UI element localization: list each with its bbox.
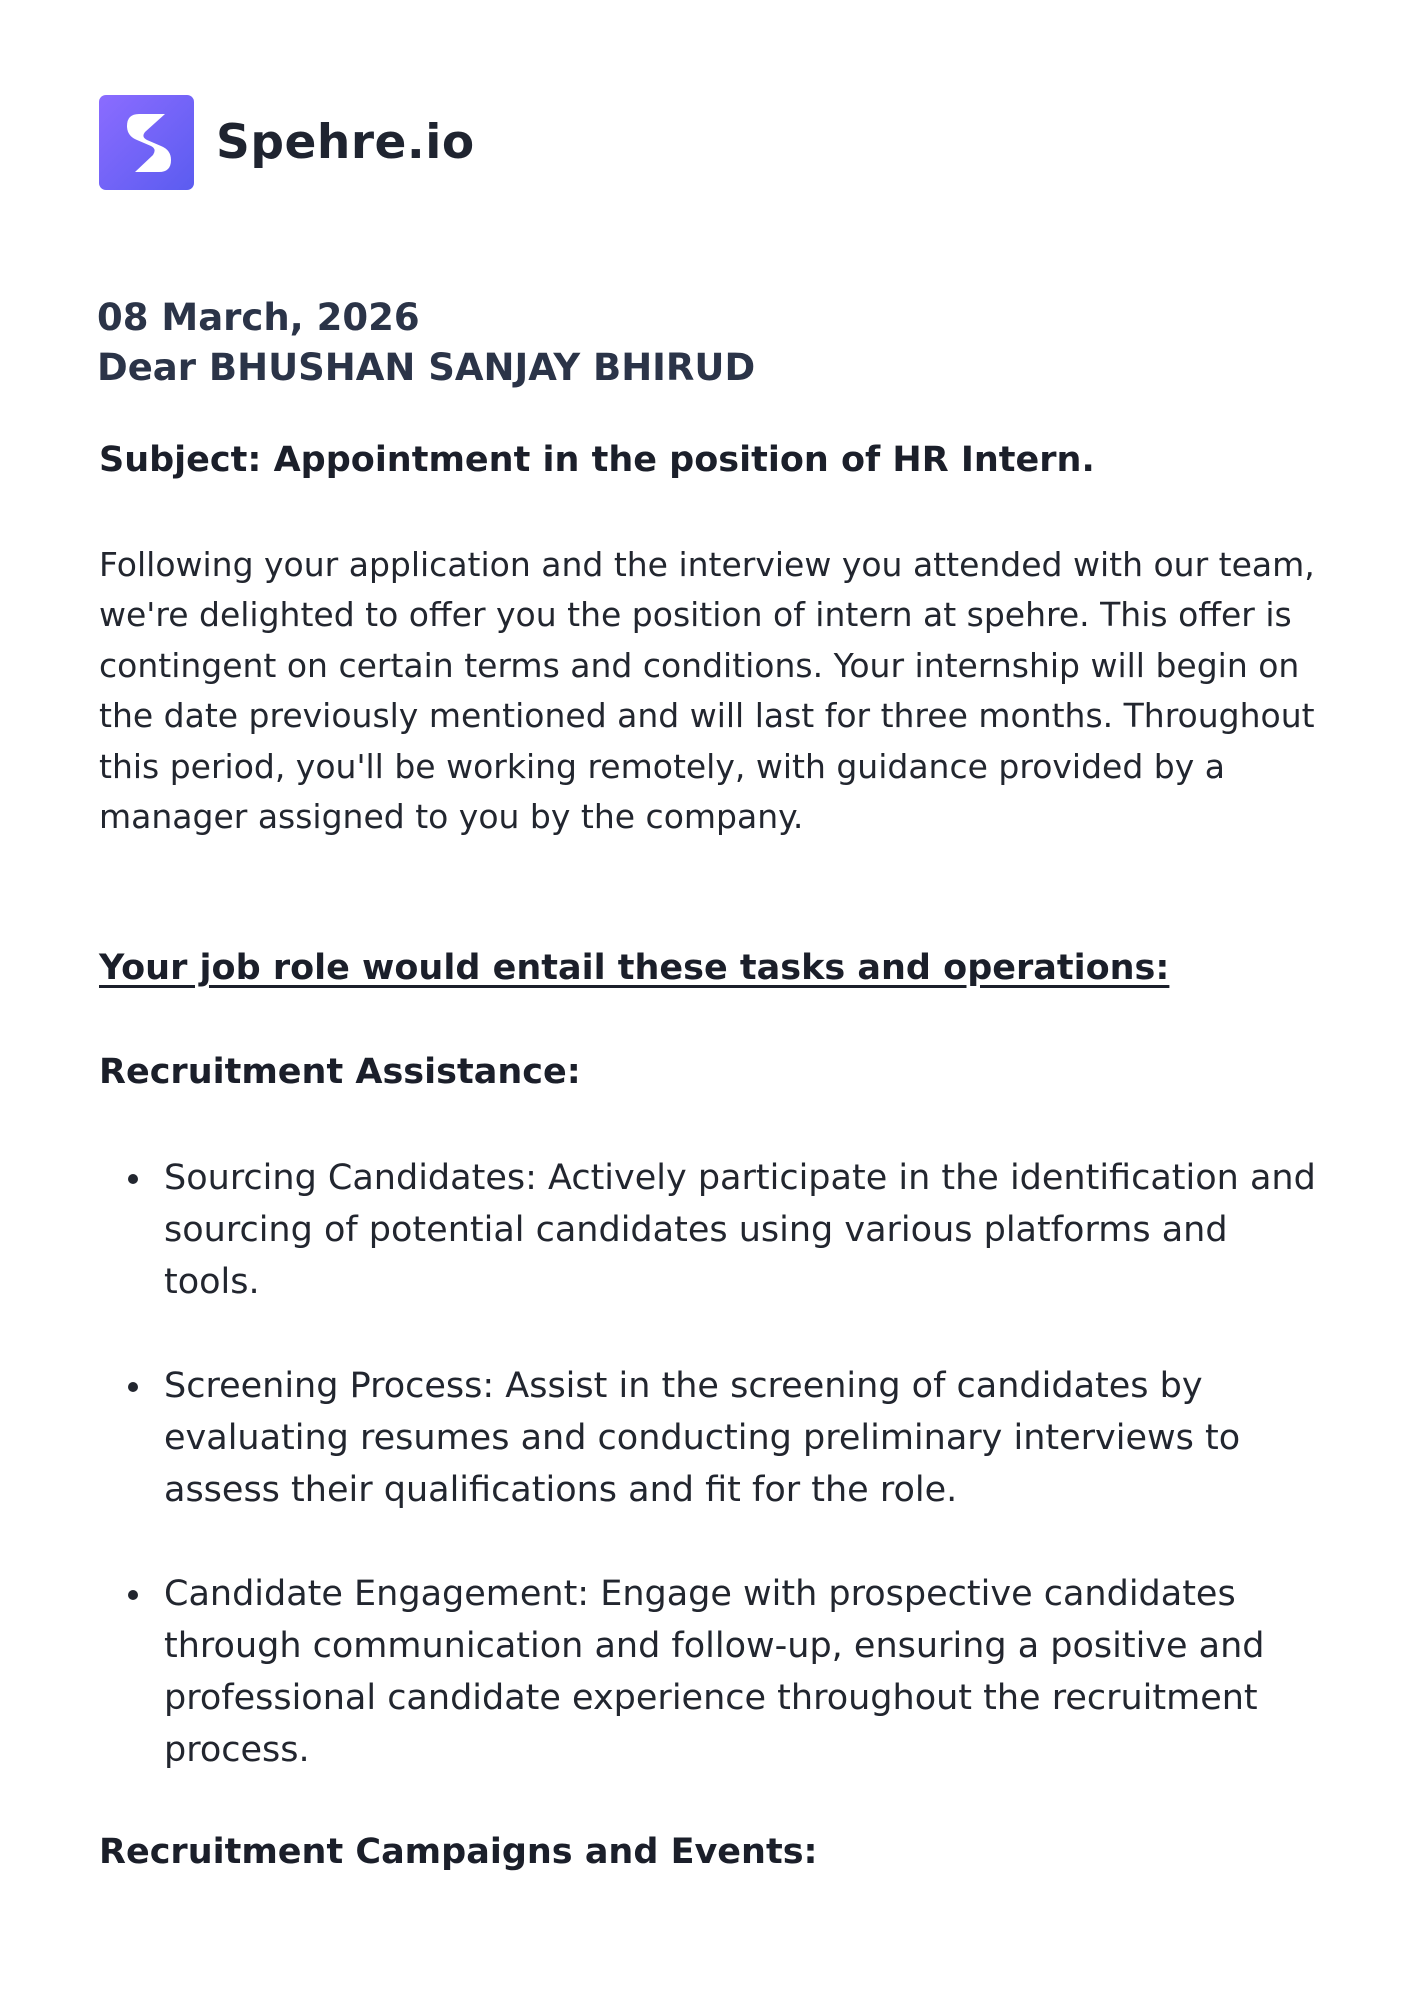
job-role-heading: Your job role would entail these tasks and operations: bbox=[99, 948, 1170, 988]
letterhead bbox=[99, 95, 475, 190]
s-logo-glyph-icon bbox=[117, 108, 177, 178]
bullet-icon bbox=[128, 1590, 138, 1600]
brand-name: Spehre.io bbox=[216, 115, 475, 170]
list-item bbox=[120, 1568, 1320, 1776]
bullet-icon bbox=[128, 1382, 138, 1392]
section-heading-recruitment-assistance: Recruitment Assistance: bbox=[99, 1052, 581, 1092]
task-text: Screening Process: Assist in the screening of candidates by evaluating resumes and conducting preliminary interviews to assess their qualifications and fit for the role. bbox=[164, 1366, 1241, 1510]
subject-line: Subject: Appointment in the position of HR Intern. bbox=[99, 440, 1095, 480]
list-item bbox=[120, 1152, 1320, 1308]
bullet-icon bbox=[128, 1174, 138, 1184]
greeting: Dear BHUSHAN SANJAY BHIRUD bbox=[97, 346, 756, 389]
task-text: Sourcing Candidates: Actively participate in the identification and sourcing of potential candidates using various platforms and tools. bbox=[164, 1158, 1316, 1302]
task-text: Candidate Engagement: Engage with prospective candidates through communication and follow-up, ensuring a positive and professional candidate experience throughout the recruitment process. bbox=[164, 1574, 1265, 1770]
letter-date: 08 March, 2026 bbox=[97, 296, 420, 339]
list-item bbox=[120, 1360, 1320, 1516]
intro-paragraph: Following your application and the interview you attended with our team, we're delighted to offer you the position of intern at spehre. This offer is contingent on certain terms and conditions. Your internship will begin on the date previously mentioned and will last for three months. Throughout this period, you'll be working remotely, with guidance provided by a manager assigned to you by the company. bbox=[99, 545, 1315, 837]
section-heading-recruitment-campaigns: Recruitment Campaigns and Events: bbox=[99, 1832, 818, 1872]
sphere-logo-icon bbox=[99, 95, 194, 190]
